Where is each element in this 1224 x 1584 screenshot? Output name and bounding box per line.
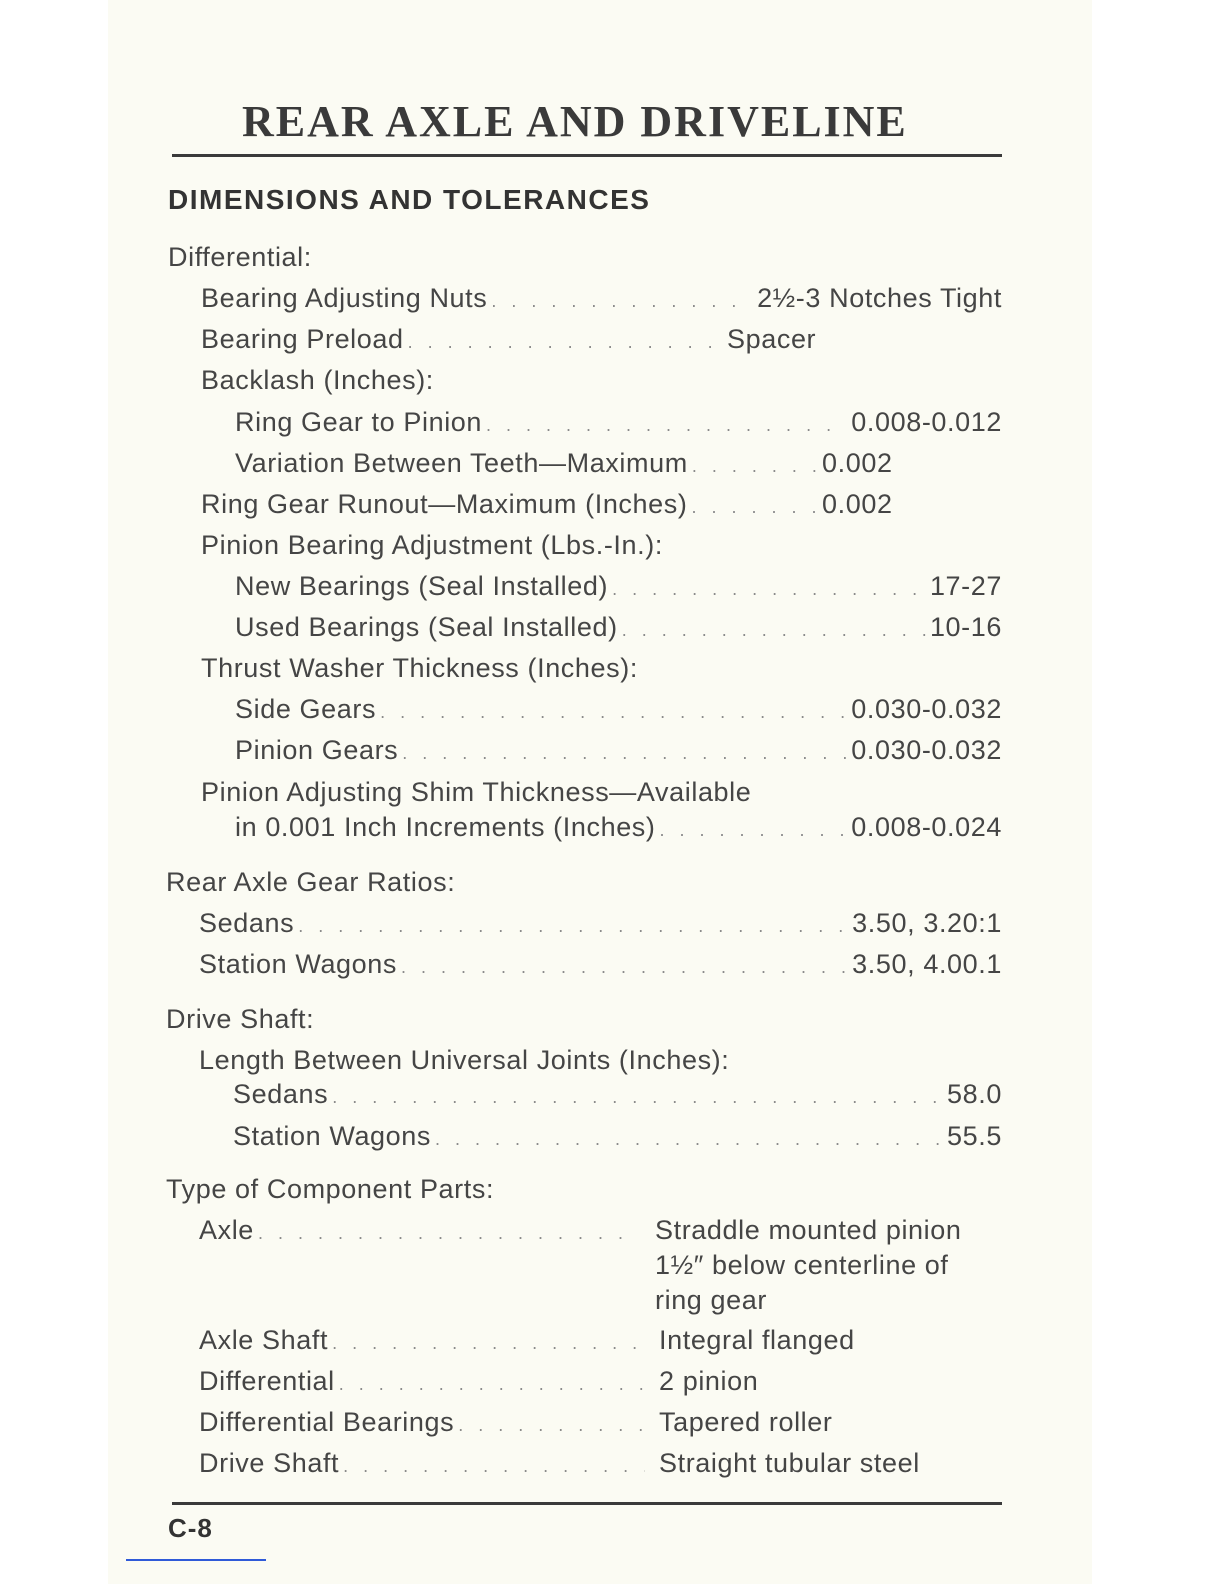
axle-value-line: 1½″ below centerline of [655,1250,949,1280]
footer-rule [172,1502,1002,1505]
spec-row-new-bearings [235,569,1002,606]
spec-row-differential [199,1364,989,1401]
spec-row-axle-shaft [199,1323,989,1360]
spec-row-differential-bearings [199,1405,989,1442]
spec-row-ring-gear-runout [201,487,1002,524]
spec-row-variation-between-teeth [235,446,1002,483]
spec-label: Side Gears [235,694,377,724]
spec-row-drive-shaft [199,1446,989,1483]
axle-value [655,1213,962,1318]
spec-row-length-sedans [233,1077,1002,1114]
shim-heading: Pinion Adjusting Shim Thickness—Available [201,777,752,807]
spec-label: Pinion Gears [235,735,399,765]
spec-value: 0.002 [822,489,893,519]
spec-value: 3.50, 3.20:1 [852,908,1002,938]
spec-value: 0.008-0.012 [851,407,1002,437]
leader-dots [339,1367,645,1401]
page-title: REAR AXLE AND DRIVELINE [242,97,908,146]
spec-value: Tapered roller [659,1407,833,1437]
leader-dots [458,1408,645,1442]
leader-dots [692,449,818,483]
spec-value: 0.002 [822,448,893,478]
spec-value: Integral flanged [659,1325,855,1355]
leader-dots [622,613,926,647]
leader-dots [298,909,848,943]
spec-label: Axle Shaft [199,1325,329,1355]
spec-label: Sedans [199,908,295,938]
spec-label: Ring Gear to Pinion [235,407,483,437]
drive-shaft-heading: Drive Shaft: [166,1004,315,1034]
spec-value: 2 pinion [659,1366,759,1396]
leader-dots [401,950,848,984]
spec-value: 2½-3 Notches Tight [757,283,1002,313]
gear-ratios-heading: Rear Axle Gear Ratios: [166,867,456,897]
spec-value: 0.030-0.032 [851,735,1002,765]
page-number: C-8 [168,1513,213,1543]
leader-dots [332,1080,943,1114]
spec-label: Used Bearings (Seal Installed) [235,612,618,642]
spec-row-ring-gear-to-pinion [235,405,1002,442]
title-rule [172,154,1002,157]
spec-row-pinion-gears [235,733,1002,770]
leader-dots [491,284,753,318]
pinion-bearing-heading: Pinion Bearing Adjustment (Lbs.-In.): [201,530,663,560]
spec-value: 0.030-0.032 [851,694,1002,724]
leader-dots [343,1449,645,1483]
spec-value: Straight tubular steel [659,1448,920,1478]
component-parts-heading: Type of Component Parts: [166,1174,495,1204]
leader-dots [402,736,847,770]
spec-label: Differential [199,1366,335,1396]
thrust-washer-heading: Thrust Washer Thickness (Inches): [201,653,638,683]
spec-value: 58.0 [947,1079,1002,1109]
spec-row-ratio-station-wagons [199,947,1002,984]
leader-dots [258,1216,635,1250]
spec-label: Bearing Adjusting Nuts [201,283,488,313]
leader-dots [612,572,926,606]
scan-artifact-line [126,1559,266,1561]
leader-dots [691,490,818,524]
spec-label: Variation Between Teeth—Maximum [235,448,688,478]
section-heading: DIMENSIONS AND TOLERANCES [168,184,651,215]
spec-label: Ring Gear Runout—Maximum (Inches) [201,489,688,519]
leader-dots [332,1326,645,1360]
spec-label: in 0.001 Inch Increments (Inches) [235,812,656,842]
axle-value-line: ring gear [655,1285,767,1315]
spec-row-bearing-preload [201,322,827,359]
spec-value: 55.5 [947,1121,1002,1151]
spec-row-axle [199,1213,639,1250]
differential-heading: Differential: [168,242,312,272]
backlash-heading: Backlash (Inches): [201,365,434,395]
length-heading: Length Between Universal Joints (Inches): [199,1045,730,1075]
spec-label: Drive Shaft [199,1448,340,1478]
spec-value: Spacer [727,324,817,354]
spec-value: 3.50, 4.00.1 [852,949,1002,979]
spec-label: Station Wagons [199,949,398,979]
spec-row-bearing-adjusting-nuts [201,281,1002,318]
spec-row-used-bearings [235,610,1002,647]
spec-row-length-station-wagons [233,1119,1002,1156]
axle-value-line: Straddle mounted pinion [655,1215,962,1245]
spec-label: Axle [199,1215,254,1245]
spec-value: 17-27 [929,571,1002,601]
spec-label: Station Wagons [233,1121,432,1151]
spec-label: Bearing Preload [201,324,404,354]
spec-row-ratio-sedans [199,906,1002,943]
leader-dots [380,695,847,729]
spec-label: New Bearings (Seal Installed) [235,571,609,601]
leader-dots [435,1122,943,1156]
spec-row-side-gears [235,692,1002,729]
leader-dots [408,325,723,359]
leader-dots [660,813,848,847]
spec-value: 10-16 [929,612,1002,642]
spec-label: Sedans [233,1079,329,1109]
spec-row-shim-thickness [235,810,1002,847]
spec-label: Differential Bearings [199,1407,455,1437]
spec-value: 0.008-0.024 [851,812,1002,842]
leader-dots [486,408,847,442]
